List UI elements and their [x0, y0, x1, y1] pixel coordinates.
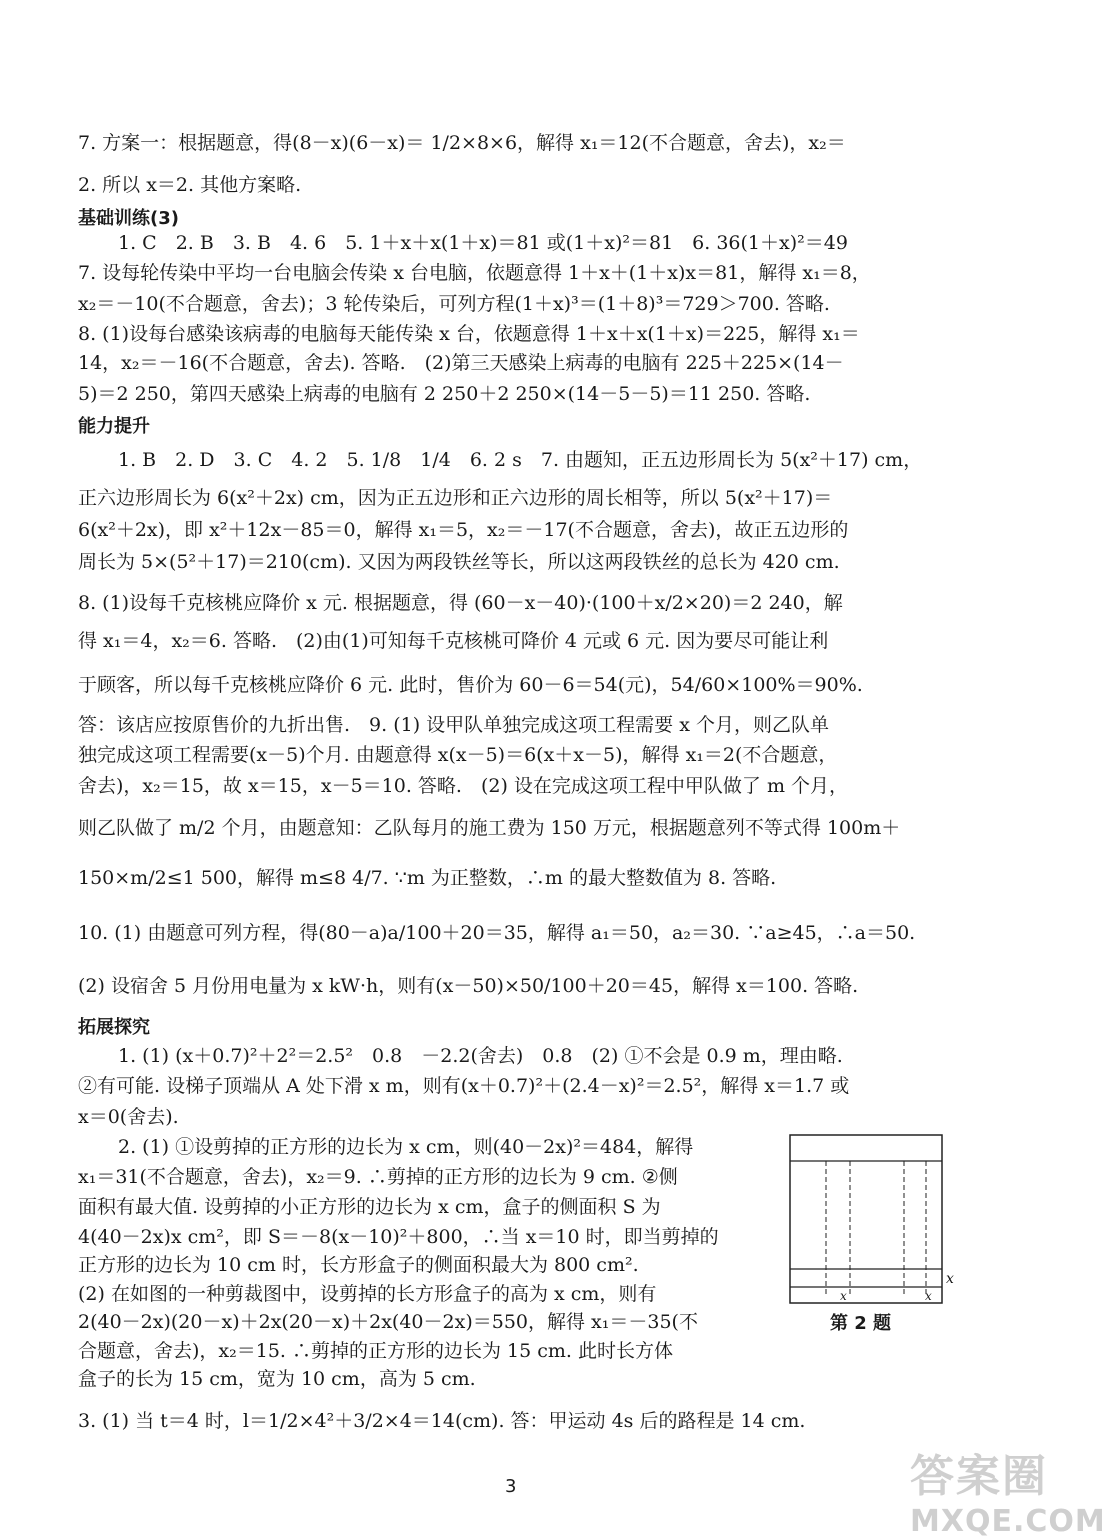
text-line: 得 x₁＝4，x₂＝6. 答略. (2)由(1)可知每千克核桃可降价 4 元或 6 元. 因为要尽可能让利: [78, 630, 829, 652]
text-line: 14，x₂＝－16(不合题意，舍去). 答略. (2)第三天感染上病毒的电脑有 225＋225×(14－: [78, 352, 844, 374]
text-line: 于顾客，所以每千克核桃应降价 6 元. 此时，售价为 60－6＝54(元)，54/60×100%＝90%.: [78, 674, 863, 696]
watermark: [910, 1440, 1106, 1539]
text-line: x＝0(舍去).: [78, 1106, 179, 1128]
cutting-diagram-figure: [788, 1133, 958, 1334]
text-line: 正六边形周长为 6(x²＋2x) cm，因为正五边形和正六边形的周长相等，所以 5(x²＋17)＝: [78, 487, 833, 509]
figure-label: x: [925, 1289, 932, 1303]
text-line: ②有可能. 设梯子顶端从 A 处下滑 x m，则有(x＋0.7)²＋(2.4－x)²＝2.5²，解得 x＝1.7 或: [78, 1075, 850, 1097]
text-line: 150×m/2≤1 500，解得 m≤8 4/7. ∵m 为正整数，∴m 的最大整数值为 8. 答略.: [78, 867, 777, 889]
text-line: 2. (1) ①设剪掉的正方形的边长为 x cm，则(40－2x)²＝484，解得: [118, 1136, 694, 1158]
text-line: 答：该店应按原售价的九折出售. 9. (1) 设甲队单独完成这项工程需要 x 个月，则乙队单: [78, 714, 829, 736]
text-line: x₂＝－10(不合题意，舍去)；3 轮传染后，可列方程(1＋x)³＝(1＋8)³＝729＞700. 答略.: [78, 293, 830, 315]
text-line: 合题意，舍去)，x₂＝15. ∴剪掉的正方形的边长为 15 cm. 此时长方体: [78, 1340, 673, 1362]
text-line: 盒子的长为 15 cm，宽为 10 cm，高为 5 cm.: [78, 1368, 476, 1390]
text-line: 10. (1) 由题意可列方程，得(80－a)a/100＋20＝35，解得 a₁＝50，a₂＝30. ∵a≥45，∴a＝50.: [78, 922, 916, 944]
text-line: 7. 设每轮传染中平均一台电脑会传染 x 台电脑，依题意得 1＋x＋(1＋x)x＝81，解得 x₁＝8，: [78, 262, 871, 284]
text-line: 2(40－2x)(20－x)＋2x(20－x)＋2x(40－2x)＝550，解得 x₁＝－35(不: [78, 1311, 698, 1333]
text-line: 则乙队做了 m/2 个月，由题意知：乙队每月的施工费为 150 万元，根据题意列不等式得 100m＋: [78, 817, 901, 839]
figure-caption: 第 2 题: [830, 1313, 892, 1334]
text-line: 1. B 2. D 3. C 4. 2 5. 1/8 1/4 6. 2 s 7. 由题知，正五边形周长为 5(x²＋17) cm，: [118, 449, 923, 471]
section-heading: 拓展探究: [78, 1017, 150, 1038]
text-line: (2) 设宿舍 5 月份用电量为 x kW·h，则有(x－50)×50/100＋20＝45，解得 x＝100. 答略.: [78, 975, 859, 997]
text-line: 1. (1) (x＋0.7)²＋2²＝2.5² 0.8 －2.2(舍去) 0.8 (2) ①不会是 0.9 m，理由略.: [118, 1045, 843, 1067]
text-line: x₁＝31(不合题意，舍去)，x₂＝9. ∴剪掉的正方形的边长为 9 cm. ②侧: [78, 1166, 678, 1188]
figure-label: x: [840, 1289, 847, 1303]
text-line: 3. (1) 当 t＝4 时，l＝1/2×4²＋3/2×4＝14(cm). 答：甲运动 4s 后的路程是 14 cm.: [78, 1410, 806, 1432]
watermark-top: 答案圈: [910, 1451, 1048, 1502]
text-line: 舍去)，x₂＝15，故 x＝15，x－5＝10. 答略. (2) 设在完成这项工程中甲队做了 m 个月，: [78, 775, 849, 797]
text-line: 正方形的边长为 10 cm 时，长方形盒子的侧面积最大为 800 cm².: [78, 1254, 639, 1276]
figure-label: x: [946, 1271, 954, 1287]
cutting-diagram: [788, 1133, 958, 1309]
page-number: 3: [505, 1476, 517, 1497]
outer-rect: [790, 1135, 942, 1303]
text-line: 8. (1)设每台感染该病毒的电脑每天能传染 x 台，依题意得 1＋x＋x(1＋x)＝225，解得 x₁＝: [78, 323, 860, 345]
text-line: 4(40－2x)x cm²，即 S＝－8(x－10)²＋800，∴当 x＝10 时，即当剪掉的: [78, 1226, 719, 1248]
text-line: (2) 在如图的一种剪裁图中，设剪掉的长方形盒子的高为 x cm，则有: [78, 1283, 657, 1305]
text-line: 独完成这项工程需要(x－5)个月. 由题意得 x(x－5)＝6(x＋x－5)，解得 x₁＝2(不合题意，: [78, 744, 838, 766]
text-line: 1. C 2. B 3. B 4. 6 5. 1＋x＋x(1＋x)＝81 或(1＋x)²＝81 6. 36(1＋x)²＝49: [118, 232, 848, 254]
text-line: 2. 所以 x＝2. 其他方案略.: [78, 174, 302, 196]
text-line: 8. (1)设每千克核桃应降价 x 元. 根据题意，得 (60－x－40)·(100＋x/2×20)＝2 240，解: [78, 592, 843, 614]
section-heading: 基础训练(3): [78, 208, 179, 229]
text-line: 7. 方案一：根据题意，得(8－x)(6－x)＝ 1/2×8×6，解得 x₁＝12(不合题意，舍去)，x₂＝: [78, 132, 846, 154]
watermark-bottom: MXQE.COM: [910, 1504, 1106, 1539]
text-line: 5)＝2 250，第四天感染上病毒的电脑有 2 250＋2 250×(14－5－5)＝11 250. 答略.: [78, 383, 811, 405]
text-line: 周长为 5×(5²＋17)＝210(cm). 又因为两段铁丝等长，所以这两段铁丝的总长为 420 cm.: [78, 551, 840, 573]
text-line: 6(x²＋2x)，即 x²＋12x－85＝0，解得 x₁＝5，x₂＝－17(不合题意，舍去)，故正五边形的: [78, 519, 849, 541]
text-line: 面积有最大值. 设剪掉的小正方形的边长为 x cm，盒子的侧面积 S 为: [78, 1196, 661, 1218]
section-heading: 能力提升: [78, 416, 150, 437]
